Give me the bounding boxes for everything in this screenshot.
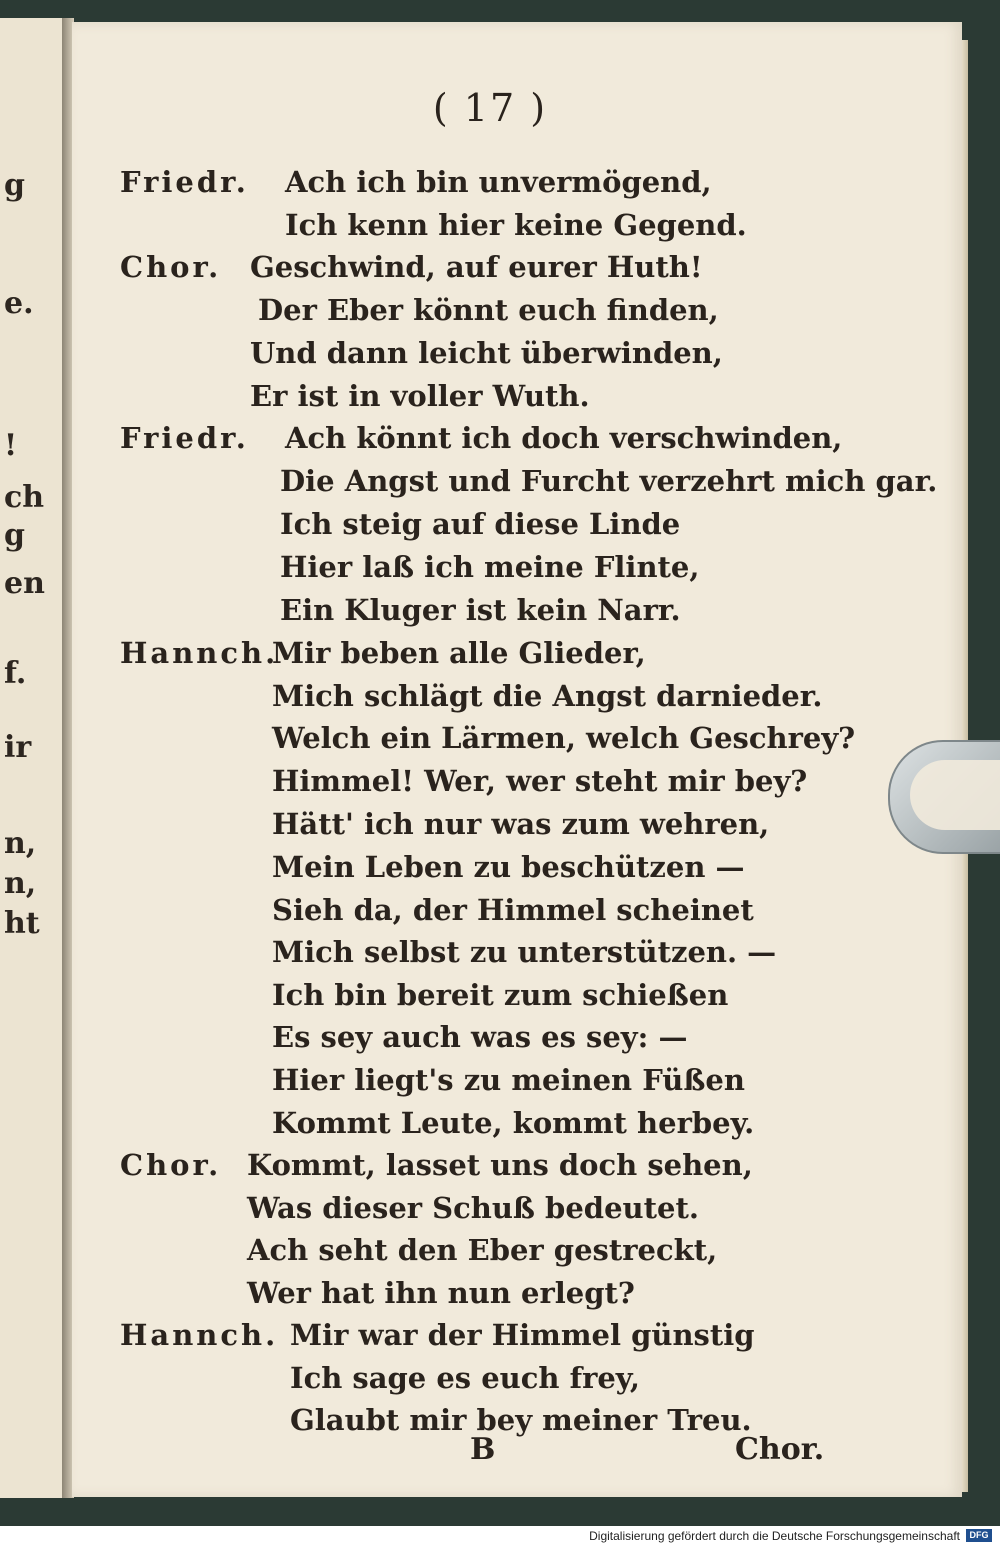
speaker-name: Chor.: [120, 1148, 222, 1182]
left-page-fragment: ir: [4, 730, 32, 765]
verse-line: Kommt, lasset uns doch sehen,: [247, 1148, 753, 1182]
footer-bar: [0, 1526, 1000, 1547]
footer-credit: Digitalisierung gefördert durch die Deutsche Forschungsgemeinschaft: [589, 1529, 960, 1543]
verse-line: Hier laß ich meine Flinte,: [280, 550, 700, 584]
speaker-name: Friedr.: [120, 421, 249, 455]
verse-line: Ein Kluger ist kein Narr.: [280, 593, 681, 627]
left-page-fragment: ch: [4, 480, 45, 515]
verse-line: Ich bin bereit zum schießen: [272, 978, 729, 1012]
speaker-name: Friedr.: [120, 165, 249, 199]
verse-line: Mein Leben zu beschützen —: [272, 850, 745, 884]
left-page-fragment: en: [4, 566, 45, 601]
signature-mark: B: [470, 1432, 496, 1467]
verse-line: Wer hat ihn nun erlegt?: [247, 1276, 635, 1310]
catchword: Chor.: [735, 1432, 825, 1467]
dfg-logo: DFG: [966, 1529, 992, 1542]
speaker-name: Hannch.: [120, 636, 279, 670]
verse-line: Mich schlägt die Angst darnieder.: [272, 679, 823, 713]
verse-line: Was dieser Schuß bedeutet.: [247, 1191, 699, 1225]
verse-line: Ich steig auf diese Linde: [280, 507, 681, 541]
verse-line: Hier liegt's zu meinen Füßen: [272, 1063, 745, 1097]
page-number: ( 17 ): [432, 86, 548, 130]
verse-line: Die Angst und Furcht verzehrt mich gar.: [280, 464, 938, 498]
left-page-fragment: n,: [4, 826, 37, 861]
speaker-name: Hannch.: [120, 1318, 279, 1352]
verse-line: Sieh da, der Himmel scheinet: [272, 893, 754, 927]
verse-line: Mich selbst zu unterstützen. —: [272, 935, 777, 969]
left-page-fragment: !: [4, 428, 18, 463]
verse-line: Geschwind, auf eurer Huth!: [250, 250, 703, 284]
verse-line: Ich kenn hier keine Gegend.: [285, 208, 747, 242]
verse-line: Hätt' ich nur was zum wehren,: [272, 807, 770, 841]
verse-line: Mir war der Himmel günstig: [290, 1318, 755, 1352]
verse-line: Ach ich bin unvermögend,: [285, 165, 712, 199]
verse-line: Mir beben alle Glieder,: [272, 636, 646, 670]
verse-line: Und dann leicht überwinden,: [250, 336, 723, 370]
verse-line: Welch ein Lärmen, welch Geschrey?: [272, 721, 856, 755]
left-page-fragment: f.: [4, 656, 27, 691]
verse-line: Er ist in voller Wuth.: [250, 379, 590, 413]
left-page-fragment: g: [4, 518, 25, 553]
verse-line: Glaubt mir bey meiner Treu.: [290, 1403, 752, 1437]
verse-line: Der Eber könnt euch finden,: [258, 293, 719, 327]
left-page-fragment: n,: [4, 866, 37, 901]
left-page-strip: [0, 18, 65, 1498]
left-page-fragment: e.: [4, 286, 34, 321]
paper-clip: [888, 740, 1000, 854]
verse-line: Ach könnt ich doch verschwinden,: [285, 421, 843, 455]
verse-line: Es sey auch was es sey: —: [272, 1020, 688, 1054]
verse-line: Himmel! Wer, wer steht mir bey?: [272, 764, 808, 798]
left-page-fragment: ht: [4, 906, 40, 941]
left-page-fragment: g: [4, 168, 25, 203]
verse-line: Ach seht den Eber gestreckt,: [247, 1233, 718, 1267]
verse-line: Kommt Leute, kommt herbey.: [272, 1106, 755, 1140]
verse-line: Ich sage es euch frey,: [290, 1361, 640, 1395]
speaker-name: Chor.: [120, 250, 222, 284]
